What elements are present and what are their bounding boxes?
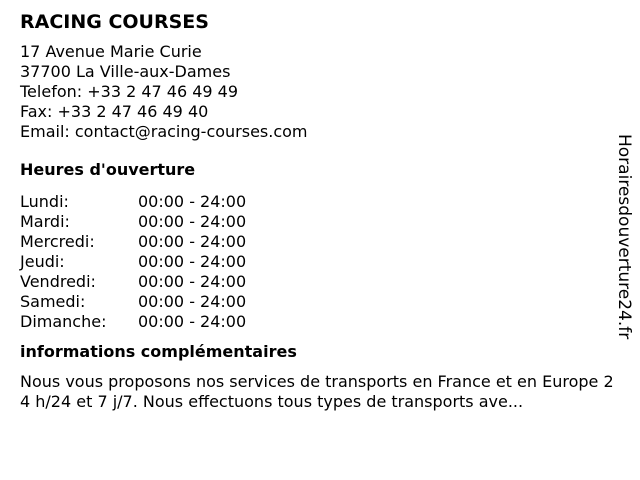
time-range: 00:00 - 24:00 <box>138 212 247 231</box>
day-label: Dimanche: <box>20 312 107 331</box>
time-range: 00:00 - 24:00 <box>138 312 247 331</box>
time-range: 00:00 - 24:00 <box>138 232 247 251</box>
hours-row-mercredi <box>20 232 620 252</box>
hours-row-mardi <box>20 212 620 232</box>
time-range: 00:00 - 24:00 <box>138 252 247 271</box>
day-label: Samedi: <box>20 292 86 311</box>
business-name: RACING COURSES <box>20 11 209 33</box>
info-description: Nous vous proposons nos services de transports en France et en Europe 24 h/24 et 7 j/7. Nous effectuons tous types de transports ave... <box>20 372 614 411</box>
day-label: Lundi: <box>20 192 69 211</box>
hours-table <box>20 192 620 332</box>
fax-number: Fax: +33 2 47 46 49 40 <box>20 102 209 121</box>
hours-row-vendredi <box>20 272 620 292</box>
hours-row-samedi <box>20 292 620 312</box>
hours-row-jeudi <box>20 252 620 272</box>
hours-heading: Heures d'ouverture <box>20 160 196 179</box>
email-address: Email: contact@racing-courses.com <box>20 122 308 141</box>
time-range: 00:00 - 24:00 <box>138 272 247 291</box>
watermark-text: Horairesdouverture24.fr <box>614 134 634 340</box>
day-label: Mercredi: <box>20 232 95 251</box>
business-card <box>20 10 620 412</box>
hours-row-dimanche <box>20 312 620 332</box>
info-heading: informations complémentaires <box>20 342 297 361</box>
address-city: 37700 La Ville-aux-Dames <box>20 62 231 81</box>
day-label: Mardi: <box>20 212 70 231</box>
phone-number: Telefon: +33 2 47 46 49 49 <box>20 82 239 101</box>
day-label: Vendredi: <box>20 272 96 291</box>
hours-row-lundi <box>20 192 620 212</box>
day-label: Jeudi: <box>20 252 65 271</box>
address-street: 17 Avenue Marie Curie <box>20 42 202 61</box>
time-range: 00:00 - 24:00 <box>138 292 247 311</box>
time-range: 00:00 - 24:00 <box>138 192 247 211</box>
